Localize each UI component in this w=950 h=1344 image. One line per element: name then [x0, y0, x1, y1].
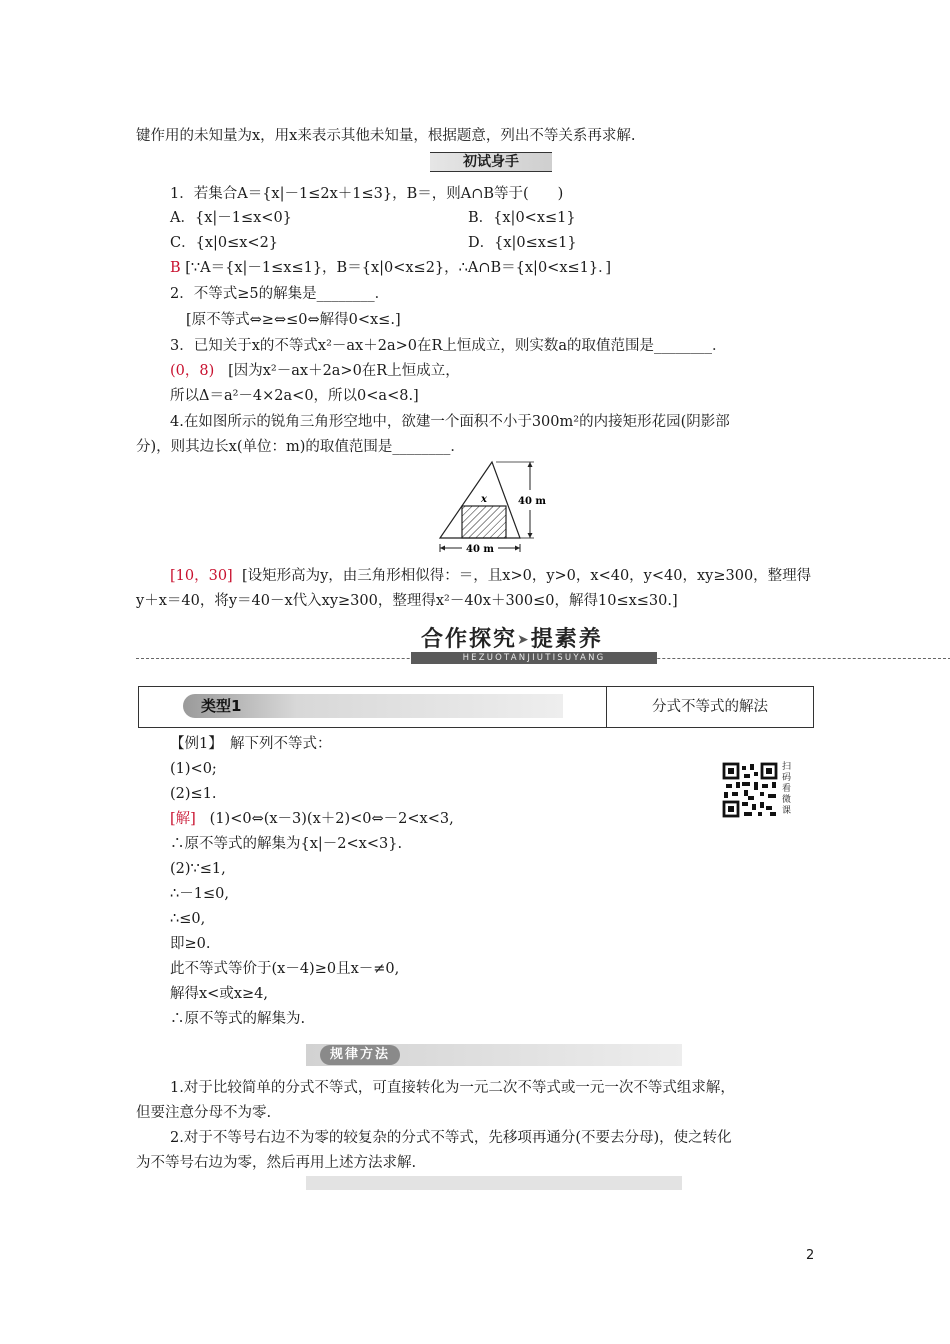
q4-answer-line1	[170, 566, 811, 586]
q3-answer-line2: 所以Δ＝a²－4×2a<0，所以0<a<8.]	[170, 388, 419, 404]
solution-line2: ∴原不等式的解集为{x|－2<x<3}.	[170, 836, 403, 852]
qr-label: 扫码看微课	[782, 762, 792, 816]
solution-line5: ∴≤0,	[170, 911, 206, 927]
q1-option-b: B．{x|0<x≤1}	[468, 210, 576, 226]
type-table	[138, 686, 814, 728]
q3-answer-text: [因为x²－ax＋2a>0在R上恒成立，	[228, 363, 460, 379]
method-point1-line1: 1.对于比较简单的分式不等式，可直接转化为一元二次不等式或一元一次不等式组求解，	[170, 1080, 735, 1096]
solution-line4: ∴－1≤0,	[170, 886, 229, 902]
q2-stem: 2．不等式≥5的解集是________．	[170, 286, 390, 302]
section-banner	[136, 622, 950, 670]
inscribed-rectangle	[462, 506, 506, 538]
triangle-figure	[430, 456, 550, 562]
type-label: 类型1	[183, 694, 563, 718]
method-heading: 规律方法	[320, 1045, 400, 1065]
q1-option-c: C．{x|0≤x<2}	[170, 235, 279, 251]
method-heading-bar	[306, 1044, 682, 1066]
figure-base-label: 40 m	[466, 544, 494, 555]
q1-stem: 1．若集合A＝{x|－1≤2x＋1≤3}，B＝，则A∩B等于( )	[170, 186, 564, 202]
solution-line6: 即≥0.	[170, 936, 211, 952]
method-point2-line2: 为不等号右边为零，然后再用上述方法求解.	[136, 1155, 417, 1171]
section-subtitle: HEZUOTANJIUTISUYANG	[411, 652, 657, 664]
trial-heading: 初试身手	[430, 152, 552, 172]
q4-answer-text: [设矩形高为y，由三角形相似得：＝，且x>0，y>0，x<40，y<40，xy≥300，整理得	[241, 568, 812, 584]
intro-line: 键作用的未知量为x，用x来表示其他未知量，根据题意，列出不等关系再求解.	[136, 128, 636, 144]
method-point1-line2: 但要注意分母不为零.	[136, 1105, 272, 1121]
method-end-bar	[306, 1176, 682, 1190]
solution-line3: (2)∵≤1,	[170, 861, 226, 877]
q4-stem-line2: 分)，则其边长x(单位：m)的取值范围是________．	[136, 439, 465, 455]
q1-option-d: D．{x|0≤x≤1}	[468, 235, 577, 251]
banner-arrow-icon: ➤	[517, 632, 531, 648]
solution-line1: [解] (1)<0⇔(x－3)(x＋2)<0⇔－2<x<3,	[170, 811, 454, 827]
q3-answer-range: (0，8)	[170, 363, 215, 379]
q1-option-a: A．{x|－1≤x<0}	[170, 210, 292, 226]
solution-line7: 此不等式等价于(x－4)≥0且x－≠0,	[170, 961, 400, 977]
section-title: 合作探究➤提素养	[421, 627, 603, 652]
q1-answer-letter: B	[170, 260, 181, 276]
example-head: 【例1】 解下列不等式：	[170, 736, 332, 752]
method-point2-line1: 2.对于不等号右边不为零的较复杂的分式不等式，先移项再通分(不要去分母)，使之转化	[170, 1130, 732, 1146]
solution-tag: [解]	[170, 811, 196, 827]
type-topic: 分式不等式的解法	[652, 699, 768, 715]
figure-height-label: 40 m	[518, 496, 546, 507]
q1-answer-text: [∵A＝{x|－1≤x≤1}，B＝{x|0<x≤2}，∴A∩B＝{x|0<x≤1}．]	[185, 260, 612, 276]
example-part1: (1)<0;	[170, 761, 217, 777]
q1-answer	[170, 258, 611, 278]
type-label-cell	[139, 687, 607, 727]
q4-answer-line2: y＋x＝40，将y＝40－x代入xy≥300，整理得x²－40x＋300≤0，解得10≤x≤30.]	[136, 593, 678, 609]
page-number: 2	[806, 1248, 815, 1263]
q4-answer-range: [10，30]	[170, 568, 233, 584]
figure-x-label: x	[481, 494, 487, 505]
q2-answer: [原不等式⇔≥⇔≤0⇔解得0<x≤.]	[186, 312, 401, 328]
q3-stem: 3．已知关于x的不等式x²－ax＋2a>0在R上恒成立，则实数a的取值范围是________．	[170, 338, 727, 354]
qr-code-icon[interactable]	[722, 762, 778, 818]
solution-line8: 解得x<或x≥4,	[170, 986, 268, 1002]
q3-answer	[170, 361, 460, 381]
example-part2: (2)≤1.	[170, 786, 217, 802]
q4-stem-line1: 4.在如图所示的锐角三角形空地中，欲建一个面积不小于300m²的内接矩形花园(阴影部	[170, 414, 730, 430]
solution-line9: ∴原不等式的解集为.	[170, 1011, 306, 1027]
